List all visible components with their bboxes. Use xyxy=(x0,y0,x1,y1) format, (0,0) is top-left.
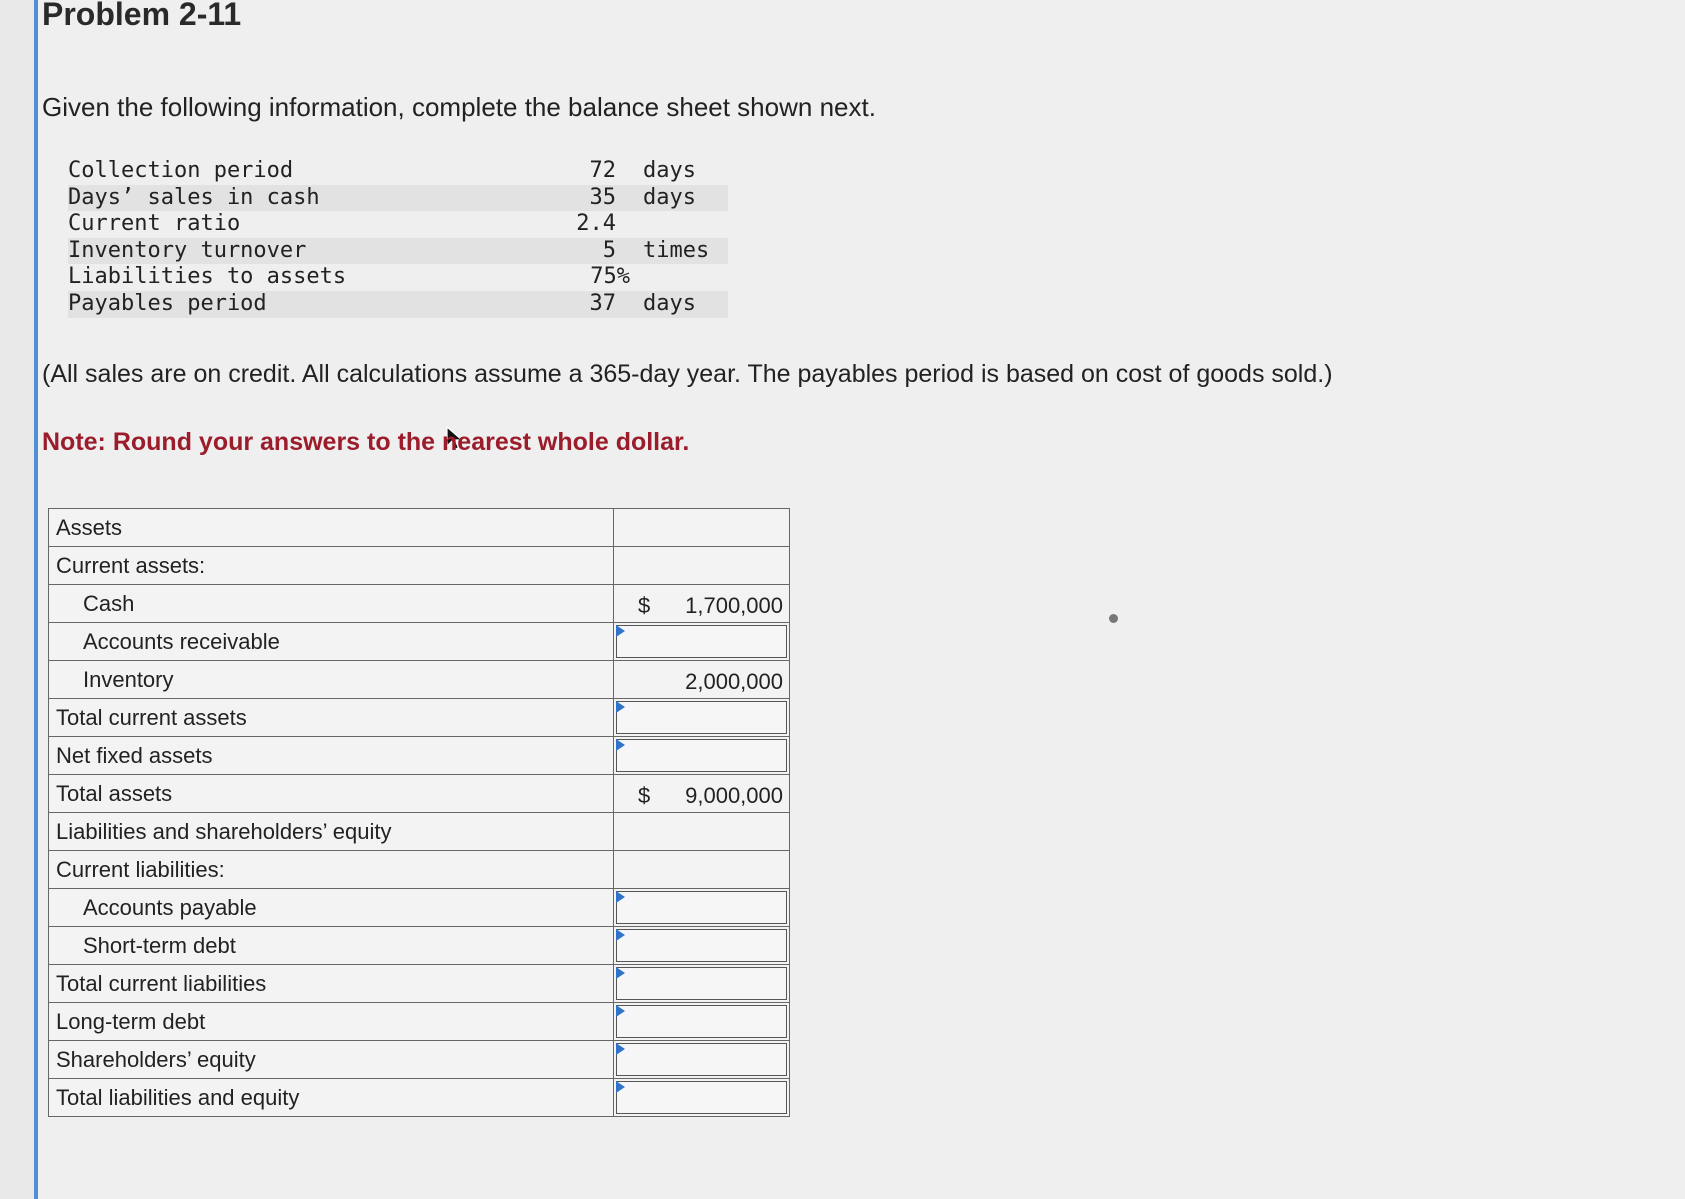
given-row xyxy=(68,238,728,265)
row-label: Assets xyxy=(49,509,614,547)
dollar-sign: $ xyxy=(638,593,651,618)
inventory-amount: 2,000,000 xyxy=(685,669,783,694)
table-row xyxy=(49,585,790,623)
row-label: Current assets: xyxy=(49,547,614,585)
table-row xyxy=(49,775,790,813)
given-unit: times xyxy=(643,237,710,263)
amount-cell xyxy=(614,737,790,775)
total-assets-amount: 9,000,000 xyxy=(685,783,783,808)
row-label: Net fixed assets xyxy=(49,737,614,775)
row-label: Long-term debt xyxy=(49,1003,614,1041)
amount-cell xyxy=(614,889,790,927)
table-row xyxy=(49,965,790,1003)
amount-cell xyxy=(614,509,790,547)
given-value: 2.4 xyxy=(576,211,616,237)
problem-intro: Given the following information, complete the balance sheet shown next. xyxy=(42,92,876,122)
row-label: Current liabilities: xyxy=(49,851,614,889)
row-label: Accounts receivable xyxy=(49,623,614,661)
row-label: Total liabilities and equity xyxy=(49,1079,614,1117)
given-unit: days xyxy=(643,184,696,210)
dollar-sign: $ xyxy=(638,783,651,808)
given-unit: days xyxy=(643,158,696,183)
given-label: Inventory turnover xyxy=(68,237,307,263)
table-row xyxy=(49,1079,790,1117)
given-label: Days’ sales in cash xyxy=(68,184,320,210)
row-label: Shareholders’ equity xyxy=(49,1041,614,1079)
given-row xyxy=(68,264,728,291)
given-label: Collection period xyxy=(68,158,294,183)
amount-cell xyxy=(614,699,790,737)
table-row xyxy=(49,889,790,927)
table-row xyxy=(49,927,790,965)
table-row xyxy=(49,699,790,737)
balance-sheet-table xyxy=(48,508,790,1117)
total-current-liabilities-input[interactable] xyxy=(616,967,787,1000)
amount-cell xyxy=(614,585,790,623)
given-label: Current ratio xyxy=(68,211,241,237)
given-value: 35 xyxy=(589,184,616,210)
total-liabilities-equity-input[interactable] xyxy=(616,1081,787,1114)
amount-cell xyxy=(614,1041,790,1079)
row-label: Cash xyxy=(49,585,614,623)
table-row xyxy=(49,547,790,585)
shareholders-equity-input[interactable] xyxy=(616,1043,787,1076)
stray-dot xyxy=(1109,614,1118,623)
amount-cell xyxy=(614,775,790,813)
given-value: 5 xyxy=(602,237,616,263)
amount-cell xyxy=(614,813,790,851)
short-term-debt-input[interactable] xyxy=(616,929,787,962)
accounts-payable-input[interactable] xyxy=(616,891,787,924)
row-label: Inventory xyxy=(49,661,614,699)
amount-cell xyxy=(614,623,790,661)
table-row xyxy=(49,509,790,547)
row-label: Accounts payable xyxy=(49,889,614,927)
row-label: Short-term debt xyxy=(49,927,614,965)
rounding-note: Note: Round your answers to the nearest whole dollar. xyxy=(42,428,690,456)
problem-title: Problem 2-11 xyxy=(42,0,242,32)
row-label: Total current assets xyxy=(49,699,614,737)
given-label: Payables period xyxy=(68,290,267,316)
table-row xyxy=(49,623,790,661)
assumptions-note: (All sales are on credit. All calculations assume a 365-day year. The payables period is based on cost of goods sold.) xyxy=(42,360,1333,388)
accounts-receivable-input[interactable] xyxy=(616,625,787,658)
given-value: 37 xyxy=(589,290,616,316)
amount-cell xyxy=(614,927,790,965)
amount-cell xyxy=(614,1079,790,1117)
given-value: 75% xyxy=(590,264,630,290)
table-row xyxy=(49,661,790,699)
given-value: 72 xyxy=(589,158,616,183)
cash-amount: 1,700,000 xyxy=(685,593,783,618)
table-row xyxy=(49,1041,790,1079)
row-label: Total current liabilities xyxy=(49,965,614,1003)
given-row xyxy=(68,185,728,212)
row-label: Total assets xyxy=(49,775,614,813)
amount-cell xyxy=(614,965,790,1003)
amount-cell xyxy=(614,661,790,699)
given-row xyxy=(68,158,728,185)
net-fixed-assets-input[interactable] xyxy=(616,739,787,772)
given-row xyxy=(68,211,728,238)
given-unit: days xyxy=(643,290,696,316)
row-label: Liabilities and shareholders’ equity xyxy=(49,813,614,851)
given-row xyxy=(68,291,728,318)
given-label: Liabilities to assets xyxy=(68,264,347,290)
total-current-assets-input[interactable] xyxy=(616,701,787,734)
amount-cell xyxy=(614,1003,790,1041)
table-row xyxy=(49,1003,790,1041)
amount-cell xyxy=(614,851,790,889)
table-row xyxy=(49,737,790,775)
table-row xyxy=(49,851,790,889)
table-row xyxy=(49,813,790,851)
given-information xyxy=(68,158,728,318)
amount-cell xyxy=(614,547,790,585)
problem-page xyxy=(38,0,1685,1199)
long-term-debt-input[interactable] xyxy=(616,1005,787,1038)
